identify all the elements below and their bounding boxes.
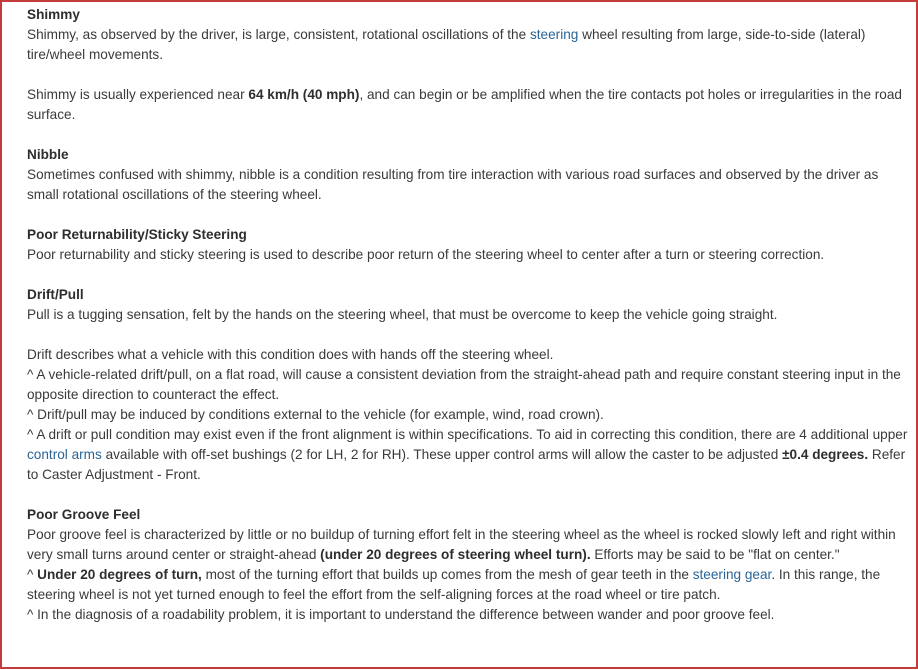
text: Poor returnability and sticky steering is used to describe poor return of the steering wheel to center after a turn or steering correction. [27, 247, 825, 262]
paragraph [27, 305, 911, 325]
section-heading: Nibble [27, 147, 69, 162]
section-shimmy [27, 5, 911, 125]
text: available with off-set bushings (2 for LH, 2 for RH). These upper control arms will allow the caster to be adjusted [101, 447, 783, 462]
paragraph [27, 605, 911, 625]
bold-text: 64 km/h (40 mph) [248, 87, 360, 102]
bold-text: (under 20 degrees of steering wheel turn). [320, 547, 591, 562]
text: Poor groove feel is characterized by little or no buildup of turning effort felt in the steering wheel as the wheel is rocked slowly left and right within very small turns around center or straight-ahead [27, 527, 896, 562]
section-poor-returnability-sticky-steering [27, 225, 911, 265]
text: Pull is a tugging sensation, felt by the hands on the steering wheel, that must be overcome to keep the vehicle going straight. [27, 307, 778, 322]
text: Sometimes confused with shimmy, nibble is a condition resulting from tire interaction with various road surfaces and observed by the driver as small rotational oscillations of the steering wheel. [27, 167, 879, 202]
paragraph [27, 25, 911, 65]
section-heading: Poor Groove Feel [27, 507, 141, 522]
section-poor-groove-feel [27, 505, 911, 625]
text: ^ Drift/pull may be induced by conditions external to the vehicle (for example, wind, road crown). [27, 407, 604, 422]
text: most of the turning effort that builds up comes from the mesh of gear teeth in the [201, 567, 693, 582]
paragraph [27, 525, 911, 565]
paragraph [27, 365, 911, 405]
text: Drift describes what a vehicle with this condition does with hands off the steering wheel. [27, 347, 554, 362]
section-heading: Poor Returnability/Sticky Steering [27, 227, 247, 242]
section-heading: Drift/Pull [27, 287, 84, 302]
bold-text: Under 20 degrees of turn, [37, 567, 202, 582]
text: ^ A drift or pull condition may exist even if the front alignment is within specifications. To aid in correcting this condition, there are 4 additional upper [27, 427, 908, 442]
paragraph [27, 565, 911, 605]
paragraph [27, 85, 911, 125]
text: . In this range, the steering wheel is not yet turned enough to feel the effort from the self-aligning forces at the road wheel or tire patch. [27, 567, 881, 602]
paragraph [27, 165, 911, 205]
text: ^ A vehicle-related drift/pull, on a flat road, will cause a consistent deviation from the straight-ahead path and require constant steering input in the opposite direction to counteract the effect. [27, 367, 901, 402]
section-nibble [27, 145, 911, 205]
paragraph [27, 425, 911, 485]
glossary-link[interactable]: steering [529, 27, 579, 42]
glossary-link[interactable]: control arms [27, 447, 102, 462]
text: Efforts may be said to be "flat on center." [590, 547, 840, 562]
section-drift-pull [27, 285, 911, 485]
text: Shimmy is usually experienced near [27, 87, 249, 102]
bold-text: ±0.4 degrees. [782, 447, 869, 462]
document-content [27, 5, 911, 645]
text: Refer to Caster Adjustment - Front. [27, 447, 906, 482]
text: wheel resulting from large, side-to-side (lateral) tire/wheel movements. [27, 27, 866, 62]
text: Shimmy, as observed by the driver, is large, consistent, rotational oscillations of the [27, 27, 530, 42]
text: ^ In the diagnosis of a roadability problem, it is important to understand the difference between wander and poor groove feel. [27, 607, 775, 622]
paragraph [27, 345, 911, 365]
paragraph [27, 245, 911, 265]
glossary-link[interactable]: steering gear [692, 567, 772, 582]
section-heading: Shimmy [27, 7, 80, 22]
paragraph [27, 405, 911, 425]
text: ^ [27, 567, 38, 582]
text: , and can begin or be amplified when the tire contacts pot holes or irregularities in the road surface. [27, 87, 902, 122]
